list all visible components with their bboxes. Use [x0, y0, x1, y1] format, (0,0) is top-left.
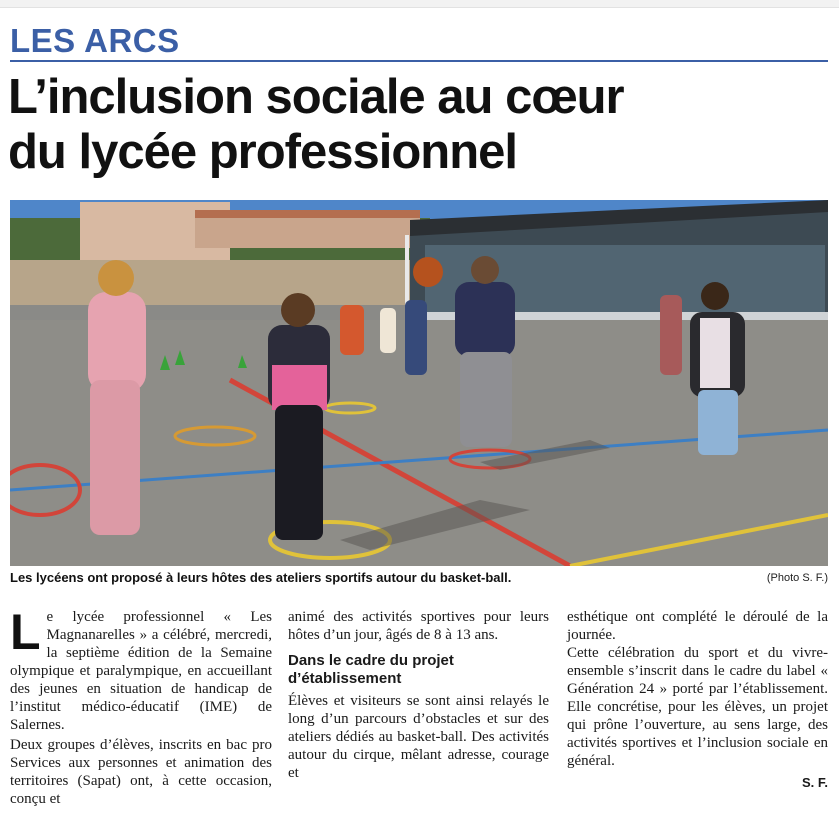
article-paragraph: Cette célébration du sport et du vivre-ensemble s’inscrit dans le cadre du label « Génération 24 » porté par l’établissement. Elle concrétise, pour les élèves, un projet qui prône l’ouverture, au sens large, des activités sportives et l’inclusion sociale en général. — [567, 645, 828, 769]
page-top-strip — [0, 0, 839, 8]
drop-cap: L — [10, 604, 41, 660]
photo-caption: Les lycéens ont proposé à leurs hôtes des ateliers sportifs autour du basket-ball. — [10, 570, 512, 585]
kicker-rule — [10, 60, 828, 62]
article-paragraph: esthétique ont complété le déroulé de la journée. — [567, 609, 828, 643]
paragraph-text: e lycée professionnel « Les Magnanarelles » a célébré, mercredi, la septième édition de la Semaine olympique et paralympique, en accueillant des jeunes en situation de handicap de l’institut médico-éducatif (IME) de Salernes. — [10, 609, 272, 733]
article-photo — [10, 200, 828, 566]
article-column-1 — [10, 604, 272, 808]
article-column-2 — [288, 608, 549, 782]
photo-credit: (Photo S. F.) — [766, 572, 828, 584]
photo-wall — [10, 260, 430, 305]
article-paragraph: Élèves et visiteurs se sont ainsi relayés le long d’un parcours d’obstacles et sur des ateliers dédiés au basket-ball. Des activités autour du cirque, mêlant adresse, courage et — [288, 693, 549, 781]
article-column-3 — [567, 608, 828, 792]
photo-illustration — [10, 200, 828, 566]
photo-girl-black — [268, 293, 330, 540]
article-paragraph: animé des activités sportives pour leurs hôtes d’un jour, âgés de 8 à 13 ans. — [288, 609, 549, 643]
photo-basketball — [413, 257, 443, 287]
article-subhead: Dans le cadre du projet d’établissement — [288, 652, 454, 687]
article-headline — [8, 70, 828, 180]
article-paragraph: Deux groupes d’élèves, inscrits en bac pro Services aux personnes et animation des territoires (Sapat) ont, à cette occasion, conçu et — [10, 737, 272, 807]
author-signature: S. F. — [801, 775, 828, 790]
headline-line-2: du lycée professionnel — [8, 125, 517, 179]
headline-line-1: L’inclusion sociale au cœur — [8, 70, 624, 124]
article-paragraph — [10, 604, 272, 734]
photo-girl-pink — [88, 260, 146, 535]
section-kicker: LES ARCS — [10, 22, 180, 59]
